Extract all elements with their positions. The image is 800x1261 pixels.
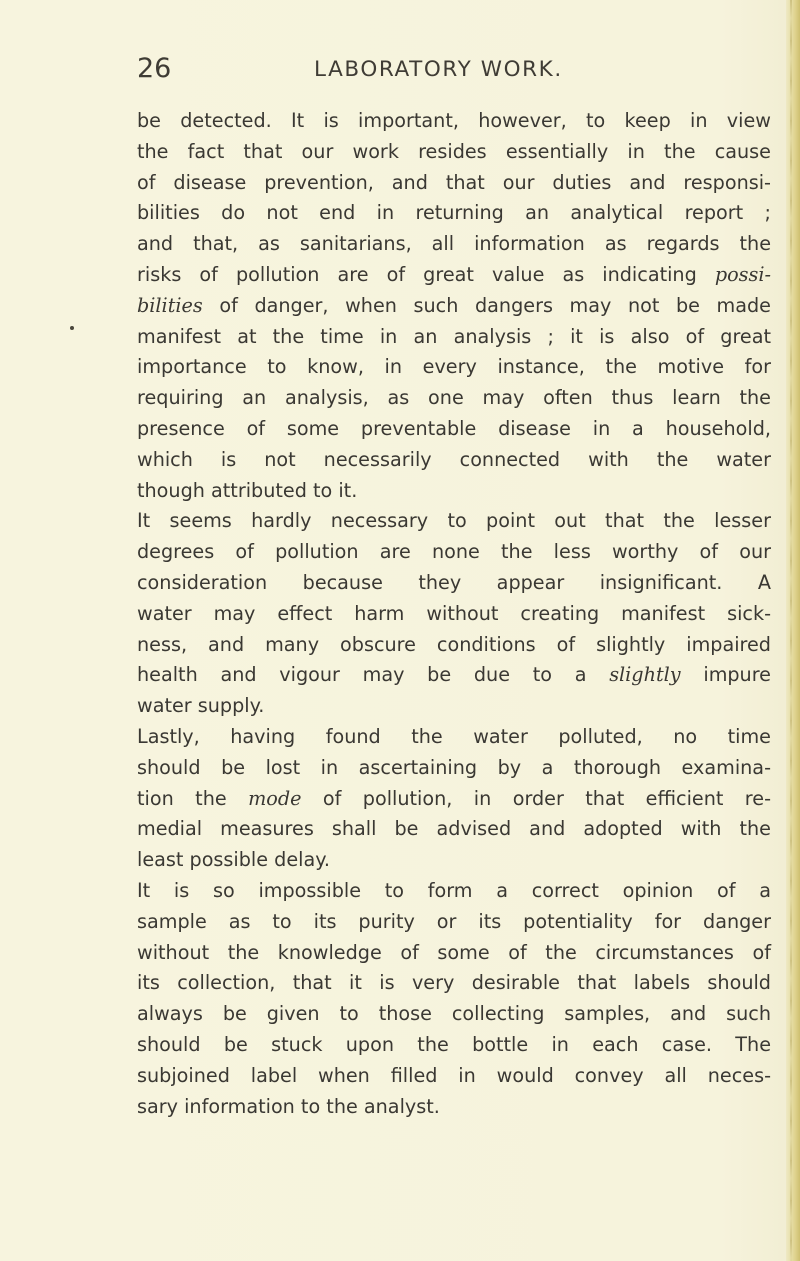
text-run: always be given to those collecting samples, and such bbox=[137, 1002, 771, 1026]
text-line bbox=[137, 568, 771, 599]
text-run: medial measures shall be advised and adopted with the bbox=[137, 817, 771, 841]
text-line bbox=[137, 1061, 771, 1092]
text-run: which is not necessarily connected with the water bbox=[137, 447, 771, 471]
text-line bbox=[137, 999, 771, 1030]
ink-speck bbox=[70, 326, 74, 330]
text-run: presence of some preventable disease in a household, bbox=[137, 416, 771, 440]
text-run: risks of pollution are of great value as indicating bbox=[137, 262, 715, 286]
page-edge bbox=[786, 0, 800, 1261]
italic-text: mode bbox=[248, 786, 302, 810]
text-run: It is so impossible to form a correct opinion of a bbox=[137, 878, 771, 902]
text-line bbox=[137, 722, 771, 753]
text-run: though attributed to it. bbox=[137, 478, 358, 502]
text-run: its collection, that it is very desirable that labels should bbox=[137, 971, 771, 995]
text-run: requiring an analysis, as one may often thus learn the bbox=[137, 386, 771, 410]
text-run: degrees of pollution are none the less worthy of our bbox=[137, 540, 771, 564]
text-run: of disease prevention, and that our duties and responsi- bbox=[137, 170, 771, 194]
italic-text: slightly bbox=[609, 663, 681, 687]
text-line bbox=[137, 1092, 771, 1123]
text-run: be detected. It is important, however, to keep in view bbox=[137, 109, 771, 132]
text-run: of danger, when such dangers may not be made bbox=[202, 293, 771, 317]
text-line bbox=[137, 229, 771, 260]
text-line bbox=[137, 814, 771, 845]
text-run: manifest at the time in an analysis ; it is also of great bbox=[137, 324, 771, 348]
text-line bbox=[137, 291, 771, 322]
text-run: and that, as sanitarians, all information as regards the bbox=[137, 232, 771, 256]
text-run: should be lost in ascertaining by a thorough examina- bbox=[137, 755, 771, 779]
text-run: Lastly, having found the water polluted, no time bbox=[137, 724, 771, 748]
text-line bbox=[137, 784, 771, 815]
text-line bbox=[137, 691, 771, 722]
text-line bbox=[137, 106, 771, 137]
text-line bbox=[137, 383, 771, 414]
running-title: LABORATORY WORK. bbox=[314, 57, 563, 82]
text-line bbox=[137, 414, 771, 445]
text-run: health and vigour may be due to a bbox=[137, 663, 610, 687]
page-number: 26 bbox=[137, 53, 172, 84]
text-line bbox=[137, 198, 771, 229]
text-run: impure bbox=[680, 663, 771, 687]
text-run: the fact that our work resides essentially in the cause bbox=[137, 139, 771, 163]
text-run: of pollution, in order that efficient re- bbox=[301, 786, 771, 810]
text-run: It seems hardly necessary to point out that the lesser bbox=[137, 509, 771, 533]
text-line bbox=[137, 260, 771, 291]
text-line bbox=[137, 476, 771, 507]
text-line bbox=[137, 445, 771, 476]
text-line bbox=[137, 907, 771, 938]
text-run: importance to know, in every instance, the motive for bbox=[137, 355, 771, 379]
text-line bbox=[137, 968, 771, 999]
body-text bbox=[137, 106, 771, 1122]
text-run: sample as to its purity or its potentiality for danger bbox=[137, 909, 771, 933]
text-run: tion the bbox=[137, 786, 249, 810]
text-run: without the knowledge of some of the circumstances of bbox=[137, 940, 771, 964]
text-run: should be stuck upon the bottle in each case. The bbox=[137, 1032, 771, 1056]
text-line bbox=[137, 876, 771, 907]
text-line bbox=[137, 352, 771, 383]
text-line bbox=[137, 1030, 771, 1061]
text-run: ness, and many obscure conditions of slightly impaired bbox=[137, 632, 771, 656]
text-run: least possible delay. bbox=[137, 848, 330, 872]
text-run: bilities do not end in returning an analytical report ; bbox=[137, 201, 771, 225]
text-run: water supply. bbox=[137, 694, 265, 718]
italic-text: possi- bbox=[714, 262, 771, 286]
text-line bbox=[137, 660, 771, 691]
text-line bbox=[137, 599, 771, 630]
running-head bbox=[0, 52, 800, 86]
text-run: water may effect harm without creating manifest sick- bbox=[137, 601, 771, 625]
text-line bbox=[137, 322, 771, 353]
text-line bbox=[137, 938, 771, 969]
text-line bbox=[137, 537, 771, 568]
text-line bbox=[137, 753, 771, 784]
text-run: sary information to the analyst. bbox=[137, 1094, 440, 1118]
text-line bbox=[137, 506, 771, 537]
text-line bbox=[137, 137, 771, 168]
text-line bbox=[137, 630, 771, 661]
text-line bbox=[137, 845, 771, 876]
text-run: subjoined label when filled in would convey all neces- bbox=[137, 1063, 771, 1087]
text-run: consideration because they appear insignificant. A bbox=[137, 570, 771, 594]
text-line bbox=[137, 168, 771, 199]
italic-text: bilities bbox=[137, 293, 203, 317]
